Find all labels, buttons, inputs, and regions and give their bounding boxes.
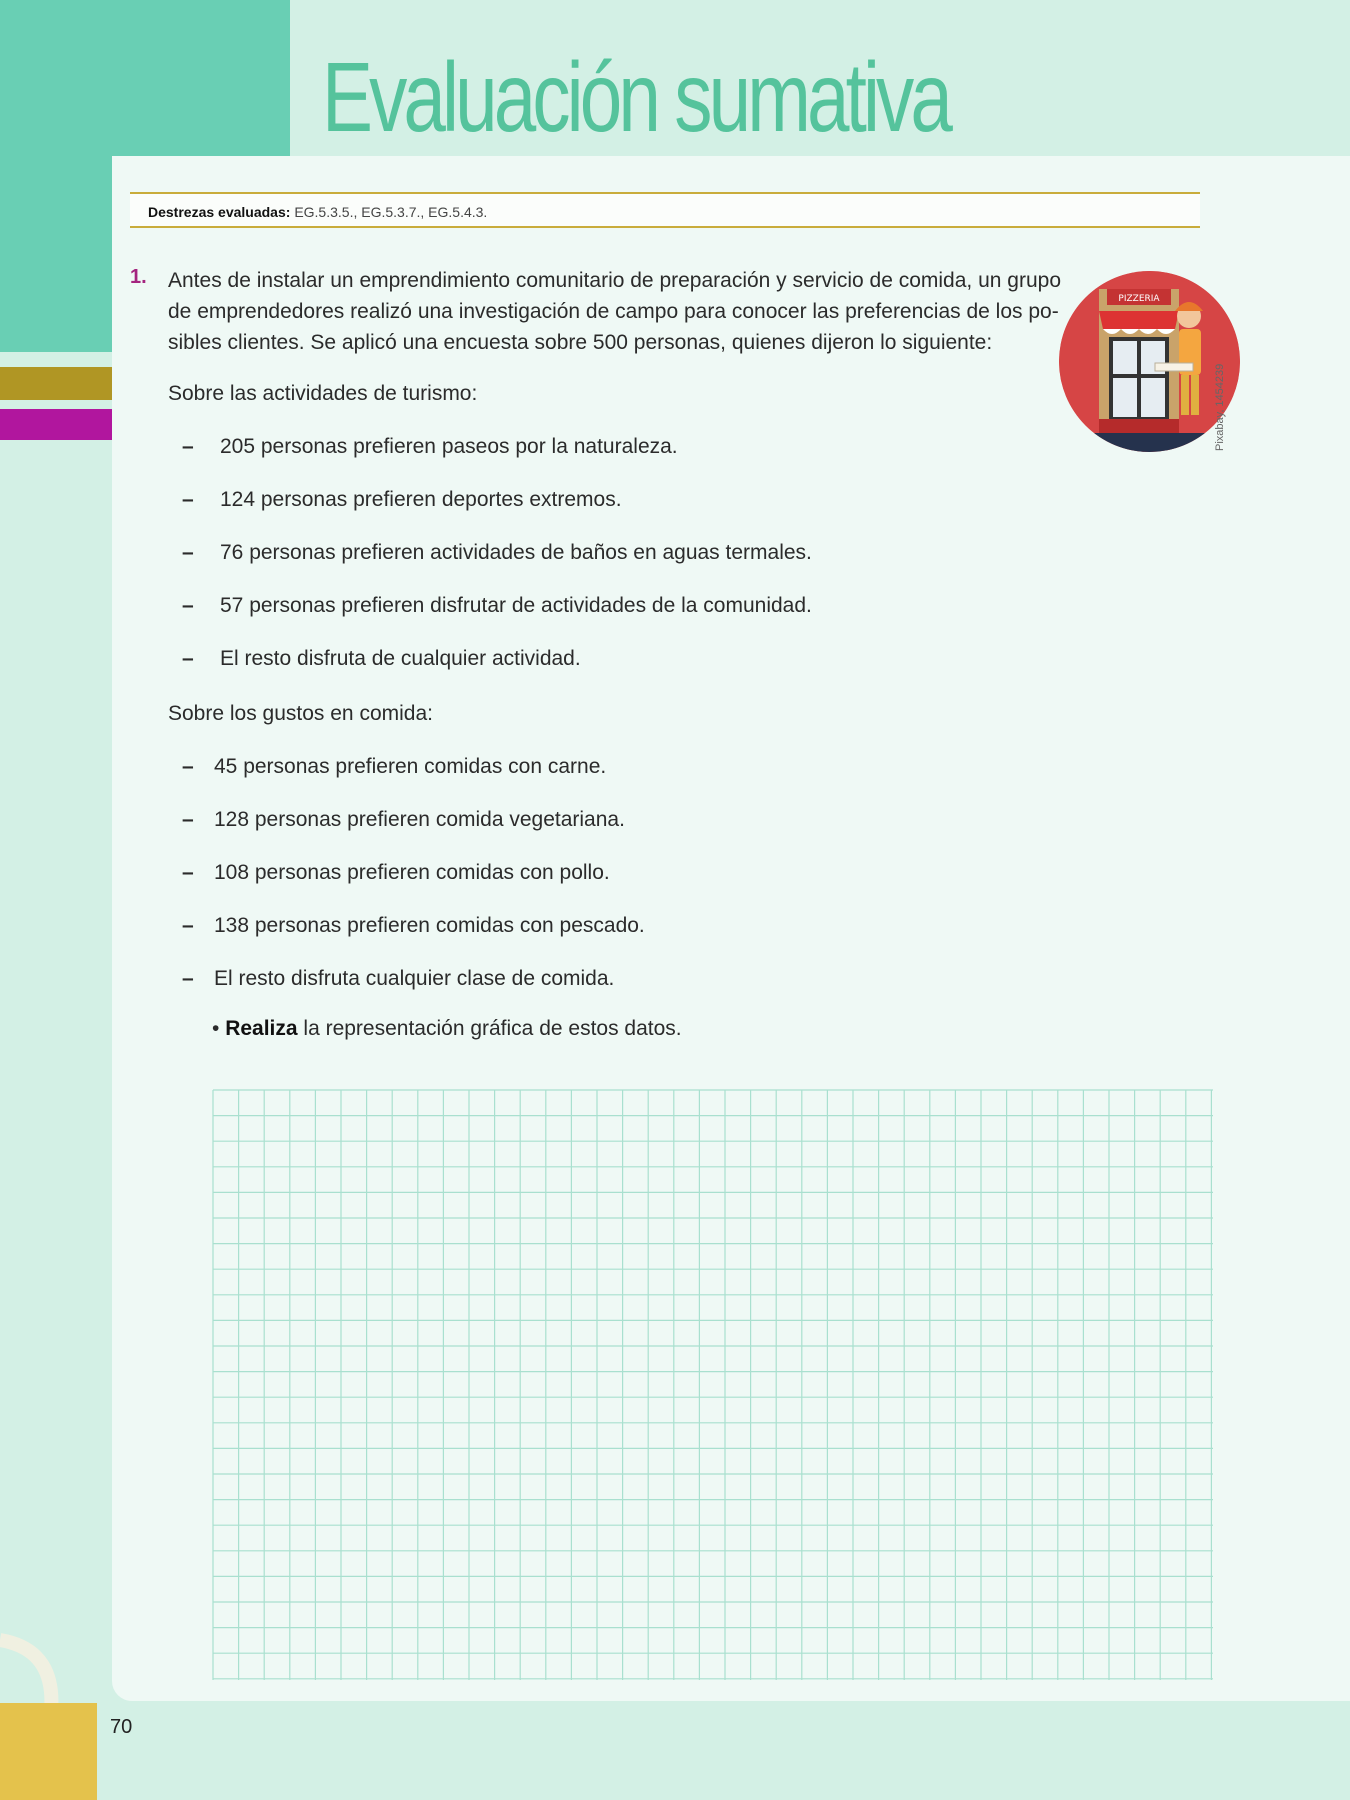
graph-paper[interactable] [212, 1089, 1214, 1681]
food-heading: Sobre los gustos en comida: [168, 702, 433, 725]
list-item: 138 personas prefieren comidas con pescado. [214, 914, 645, 937]
list-item: El resto disfruta cualquier clase de comida. [214, 967, 615, 990]
list-item: 128 personas prefieren comida vegetariana. [214, 808, 625, 831]
skills-label: Destrezas evaluadas: [148, 204, 291, 220]
list-bullet: – [182, 647, 194, 670]
list-bullet: – [182, 808, 194, 831]
question-line-1: Antes de instalar un emprendimiento comunitario de preparación y servicio de comida, un grupo [168, 269, 1061, 292]
list-item: 57 personas prefieren disfrutar de actividades de la comunidad. [220, 594, 812, 617]
list-bullet: – [182, 967, 194, 990]
question-number: 1. [130, 266, 147, 288]
list-item: 45 personas prefieren comidas con carne. [214, 755, 607, 778]
bullet-dot: • [212, 1017, 226, 1040]
pizzeria-illustration [1059, 271, 1240, 452]
list-bullet: – [182, 594, 194, 617]
magenta-band [0, 409, 112, 440]
question-line-2: de emprendedores realizó una investigación de campo para conocer las preferencias de los po- [168, 300, 1059, 323]
list-bullet: – [182, 914, 194, 937]
question-line-3: sibles clientes. Se aplicó una encuesta sobre 500 personas, quienes dijeron lo siguiente: [168, 331, 993, 354]
image-credit: Pixabay, 1454239 [1214, 363, 1226, 451]
skills-bar [130, 192, 1200, 228]
pizzeria-sign: PIZZERIA [1118, 294, 1160, 304]
list-item: 76 personas prefieren actividades de baños en aguas termales. [220, 541, 812, 564]
task-verb: Realiza [225, 1017, 298, 1040]
list-bullet: – [182, 755, 194, 778]
task-rest: la representación gráfica de estos datos. [297, 1017, 682, 1040]
list-bullet: – [182, 488, 194, 511]
question-statement [168, 265, 1068, 358]
skills-codes: EG.5.3.5., EG.5.3.7., EG.5.4.3. [294, 204, 488, 220]
page-number: 70 [110, 1716, 133, 1738]
list-item: 205 personas prefieren paseos por la naturaleza. [220, 435, 678, 458]
tourism-heading: Sobre las actividades de turismo: [168, 382, 478, 405]
list-item: 108 personas prefieren comidas con pollo. [214, 861, 610, 884]
list-bullet: – [182, 435, 194, 458]
corner-accent [0, 1703, 97, 1800]
list-bullet: – [182, 861, 194, 884]
content-card [112, 156, 1350, 1701]
list-item: 124 personas prefieren deportes extremos. [220, 488, 622, 511]
page-title: Evaluación sumativa [322, 42, 949, 152]
gold-band [0, 367, 112, 400]
list-bullet: – [182, 541, 194, 564]
list-item: El resto disfruta de cualquier actividad. [220, 647, 581, 670]
answer-grid[interactable] [212, 1089, 1214, 1686]
task-instruction [212, 1017, 682, 1041]
